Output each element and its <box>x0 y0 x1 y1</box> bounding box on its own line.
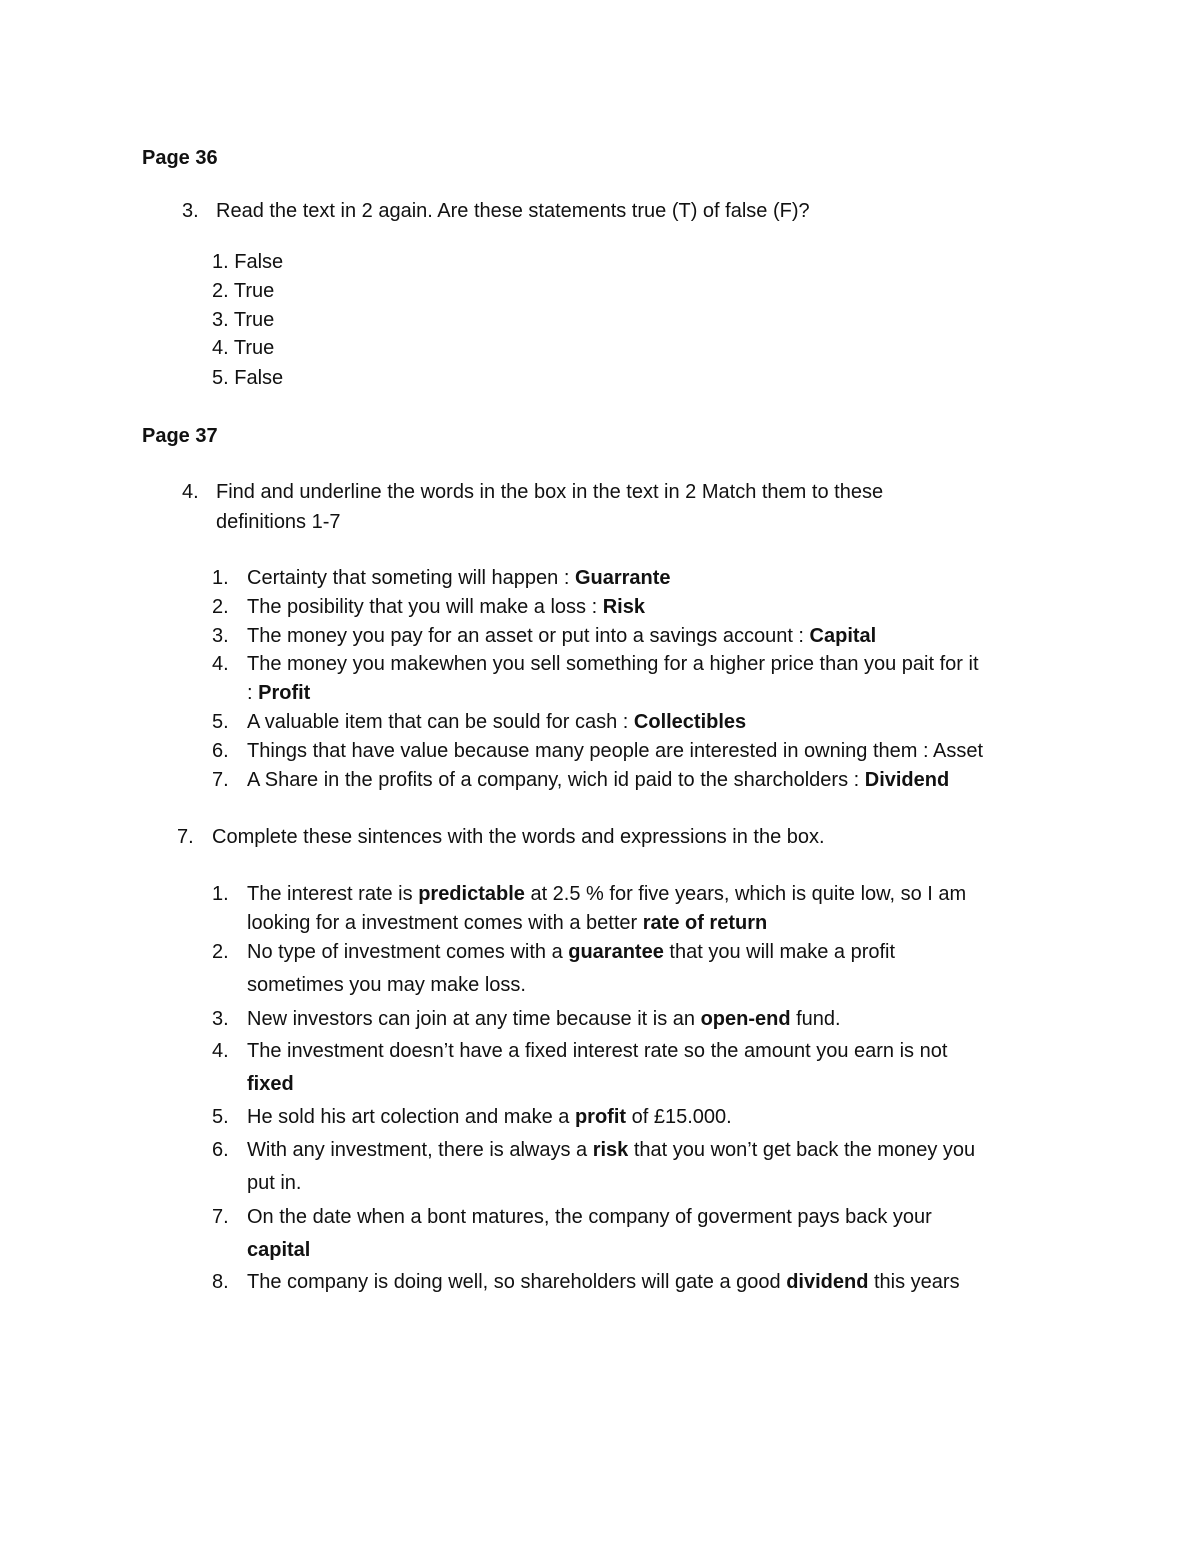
list-item-continued: looking for a investment comes with a better rate of return <box>247 912 768 934</box>
list-number: 1. <box>212 567 229 589</box>
question-text: Complete these sintences with the words and expressions in the box. <box>212 826 825 848</box>
answer-item: 1. False <box>212 251 284 273</box>
list-item: Certainty that someting will happen : Guarrante <box>247 567 671 589</box>
list-item: The investment doesn’t have a fixed interest rate so the amount you earn is not <box>247 1040 948 1062</box>
question-text-continued: definitions 1-7 <box>216 511 341 533</box>
list-item: The company is doing well, so shareholders will gate a good dividend this years <box>247 1271 960 1293</box>
list-item-continued <box>247 1238 310 1262</box>
answer-item: 2. True <box>212 280 275 302</box>
list-item: No type of investment comes with a guarantee that you will make a profit <box>247 941 896 963</box>
list-number: 2. <box>212 941 229 963</box>
answer-word: Profit <box>258 682 311 704</box>
list-number: 5. <box>212 1106 229 1128</box>
list-number: 3. <box>212 1008 229 1030</box>
list-number: 4. <box>212 1040 229 1062</box>
list-item: A valuable item that can be sould for cash : Collectibles <box>247 711 747 733</box>
list-item: The money you pay for an asset or put into a savings account : Capital <box>247 625 877 647</box>
answer-word: Capital <box>809 625 877 647</box>
list-item: The interest rate is predictable at 2.5 % for five years, which is quite low, so I am <box>247 883 967 905</box>
answer-word: Dividend <box>864 769 950 791</box>
list-item-continued: : Profit <box>247 682 311 704</box>
answer-word: Collectibles <box>633 711 747 733</box>
answer-word: open-end <box>700 1008 791 1030</box>
list-item-continued <box>247 1072 294 1096</box>
answer-item: 3. True <box>212 309 275 331</box>
list-number: 3. <box>212 625 229 647</box>
list-item-continued: put in. <box>247 1172 302 1194</box>
list-item: A Share in the profits of a company, wich id paid to the sharcholders : Dividend <box>247 769 950 791</box>
list-number: 1. <box>212 883 229 905</box>
list-number: 5. <box>212 711 229 733</box>
question-number: 4. <box>182 481 199 503</box>
list-item-continued: sometimes you may make loss. <box>247 974 526 996</box>
question-text: Read the text in 2 again. Are these statements true (T) of false (F)? <box>216 200 810 222</box>
list-item: The posibility that you will make a loss : Risk <box>247 596 645 618</box>
answer-word: Guarrante <box>574 567 671 589</box>
page-heading: Page 36 <box>142 147 218 169</box>
list-item: He sold his art colection and make a profit of £15.000. <box>247 1106 732 1128</box>
list-item: Things that have value because many people are interested in owning them : Asset <box>247 740 984 762</box>
list-number: 6. <box>212 740 229 762</box>
answer-word: risk <box>592 1139 629 1161</box>
question-number: 3. <box>182 200 199 222</box>
list-number: 7. <box>212 1206 229 1228</box>
list-number: 8. <box>212 1271 229 1293</box>
answer-word: dividend <box>786 1271 869 1293</box>
list-item: On the date when a bont matures, the company of goverment pays back your <box>247 1206 932 1228</box>
answer-word: fixed <box>247 1073 294 1095</box>
list-number: 2. <box>212 596 229 618</box>
list-number: 6. <box>212 1139 229 1161</box>
list-item: With any investment, there is always a risk that you won’t get back the money you <box>247 1139 976 1161</box>
question-text: Find and underline the words in the box in the text in 2 Match them to these <box>216 481 884 503</box>
question-number: 7. <box>177 826 194 848</box>
answer-word: rate of return <box>642 912 768 934</box>
list-number: 4. <box>212 653 229 675</box>
answer-word: predictable <box>418 883 525 905</box>
list-item: New investors can join at any time because it is an open-end fund. <box>247 1008 841 1030</box>
answer-word: Risk <box>602 596 645 618</box>
answer-item: 5. False <box>212 367 284 389</box>
answer-item: 4. True <box>212 337 275 359</box>
answer-word: profit <box>574 1106 627 1128</box>
list-item: The money you makewhen you sell something for a higher price than you pait for it <box>247 653 979 675</box>
answer-word: guarantee <box>568 941 664 963</box>
list-number: 7. <box>212 769 229 791</box>
page-heading: Page 37 <box>142 425 218 447</box>
answer-word: capital <box>247 1239 311 1261</box>
